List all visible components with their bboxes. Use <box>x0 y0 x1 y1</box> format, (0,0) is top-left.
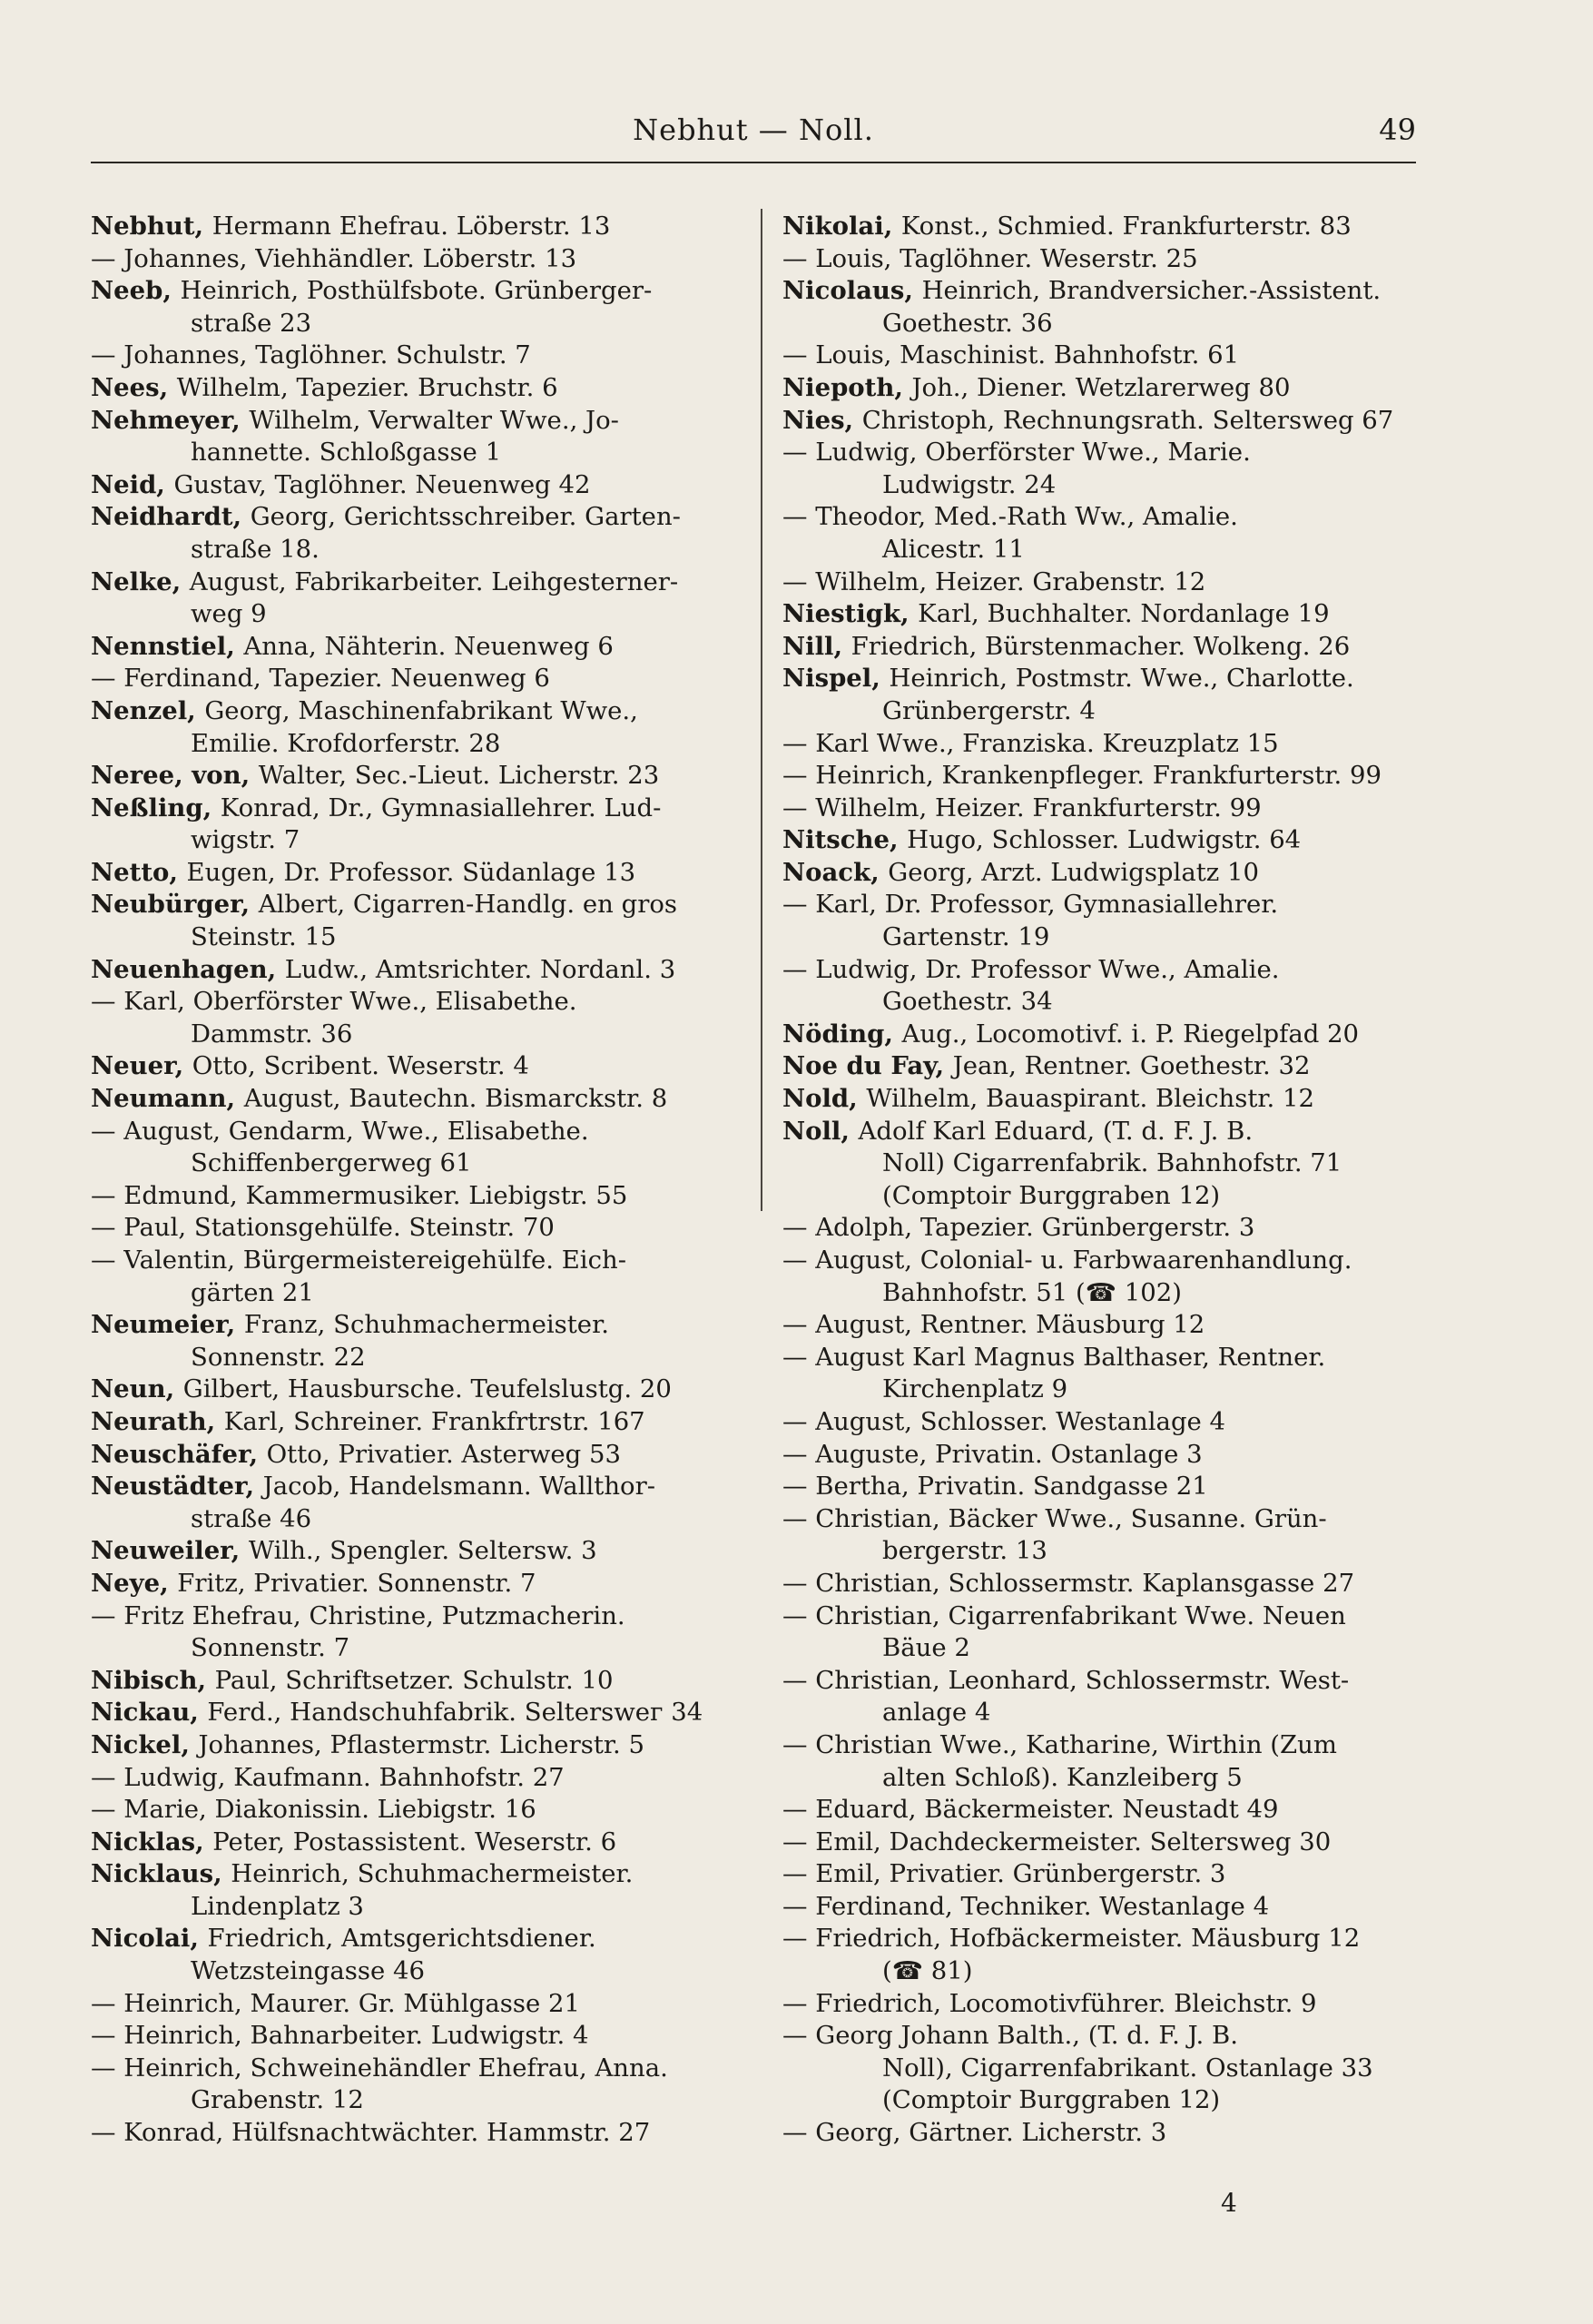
entry-line: — Adolph, Tapezier. Grünbergerstr. 3 <box>782 1213 1255 1243</box>
directory-entry <box>91 695 726 760</box>
directory-entry <box>91 1116 726 1180</box>
directory-entry <box>782 1988 1418 2021</box>
entry-line: Neuschäfer, Otto, Privatier. Asterweg 53 <box>91 1439 622 1469</box>
entry-line: — Christian, Bäcker Wwe., Susanne. Grün- <box>782 1503 1327 1533</box>
entry-line: Neid, Gustav, Taglöhner. Neuenweg 42 <box>91 469 591 499</box>
directory-entry <box>782 1827 1418 1859</box>
directory-entry <box>782 1406 1418 1439</box>
entry-line: — Emil, Privatier. Grünbergerstr. 3 <box>782 1859 1226 1889</box>
entry-line: Neun, Gilbert, Hausbursche. Teufelslustg. 20 <box>91 1374 672 1404</box>
directory-entry <box>91 566 726 631</box>
directory-entry <box>782 372 1418 405</box>
directory-entry <box>782 793 1418 825</box>
directory-entry <box>782 566 1418 599</box>
directory-entry <box>782 889 1418 953</box>
entry-continuation: straße 46 <box>191 1503 312 1533</box>
directory-entry <box>91 2053 726 2117</box>
entry-continuation: Ludwigstr. 24 <box>882 469 1057 499</box>
entry-surname: Noack, <box>782 857 889 887</box>
directory-entry <box>782 1083 1418 1116</box>
entry-continuation: Schiffenbergerweg 61 <box>191 1148 472 1178</box>
entry-surname: Nitsche, <box>782 825 908 855</box>
entry-line: Nispel, Heinrich, Postmstr. Wwe., Charlotte. <box>782 664 1354 694</box>
entry-continuation: Alicestr. 11 <box>882 534 1025 564</box>
entry-line: Neidhardt, Georg, Gerichtsschreiber. Garten- <box>91 502 681 532</box>
directory-entry <box>91 857 726 890</box>
directory-entry <box>91 1535 726 1568</box>
entry-line: — August, Rentner. Mäusburg 12 <box>782 1310 1205 1340</box>
entry-line: — Edmund, Kammermusiker. Liebigstr. 55 <box>91 1180 628 1210</box>
entry-line: Noll, Adolf Karl Eduard, (T. d. F. J. B. <box>782 1116 1254 1146</box>
entry-line: — Ferdinand, Tapezier. Neuenweg 6 <box>91 664 550 694</box>
entry-line: — Christian, Leonhard, Schlossermstr. West- <box>782 1665 1350 1695</box>
entry-surname: Nikolai, <box>782 212 901 241</box>
entry-continuation: Sonnenstr. 7 <box>191 1633 350 1663</box>
directory-entry <box>782 1503 1418 1568</box>
entry-line: Neuweiler, Wilh., Spengler. Seltersw. 3 <box>91 1536 597 1566</box>
entry-surname: Nibisch, <box>91 1665 215 1695</box>
entry-line: — Konrad, Hülfsnachtwächter. Hammstr. 27 <box>91 2118 651 2148</box>
directory-entry <box>91 793 726 857</box>
entry-line: — Friedrich, Locomotivführer. Bleichstr. 9 <box>782 1988 1317 2018</box>
entry-line: — Louis, Maschinist. Bahnhofstr. 61 <box>782 340 1240 370</box>
entry-line: Nöding, Aug., Locomotivf. i. P. Riegelpfad 20 <box>782 1019 1360 1049</box>
entry-surname: Neßling, <box>91 793 221 822</box>
entry-line: — August, Gendarm, Wwe., Elisabethe. <box>91 1116 589 1146</box>
entry-continuation: Dammstr. 36 <box>191 1019 353 1049</box>
entry-surname: Neuschäfer, <box>91 1439 267 1469</box>
entry-continuation: Goethestr. 34 <box>882 987 1053 1017</box>
entry-line: — August, Colonial- u. Farbwaarenhandlung. <box>782 1246 1352 1275</box>
entry-line: Nickau, Ferd., Handschuhfabrik. Selterswег 34 <box>91 1698 703 1728</box>
entry-line: Nikolai, Konst., Schmied. Frankfurterstr. 83 <box>782 212 1352 241</box>
entry-continuation: anlage 4 <box>882 1698 991 1728</box>
directory-entry <box>91 1374 726 1406</box>
directory-entry <box>782 1568 1418 1600</box>
entry-line: Nees, Wilhelm, Tapezier. Bruchstr. 6 <box>91 372 558 402</box>
entry-line: — Johannes, Taglöhner. Schulstr. 7 <box>91 340 531 370</box>
directory-entry <box>91 1212 726 1245</box>
directory-entry <box>782 598 1418 631</box>
entry-line: Nies, Christoph, Rechnungsrath. Seltersweg 67 <box>782 405 1394 435</box>
entry-line: — August Karl Magnus Balthaser, Rentner. <box>782 1342 1326 1372</box>
directory-entry <box>91 2020 726 2053</box>
entry-surname: Neumeier, <box>91 1310 244 1340</box>
entry-line: Nickel, Johannes, Pflastermstr. Licherstr. 5 <box>91 1729 644 1759</box>
page-header <box>91 107 1416 162</box>
directory-entry <box>91 1245 726 1309</box>
entry-surname: Nill, <box>782 631 851 661</box>
directory-entry <box>782 857 1418 890</box>
directory-entry <box>91 1309 726 1374</box>
entry-line: Neubürger, Albert, Cigarren-Handlg. en gros <box>91 890 678 920</box>
entry-line: — Ludwig, Dr. Professor Wwe., Amalie. <box>782 954 1280 984</box>
directory-entry <box>91 1794 726 1827</box>
entry-continuation: Noll), Cigarrenfabrikant. Ostanlage 33 <box>882 2053 1373 2083</box>
entry-surname: Neuenhagen, <box>91 954 285 984</box>
directory-entry <box>782 437 1418 501</box>
entry-line: Neye, Fritz, Privatier. Sonnenstr. 7 <box>91 1568 536 1598</box>
entry-line: — Heinrich, Schweinehändler Ehefrau, Anna. <box>91 2053 668 2083</box>
entry-surname: Neree, von, <box>91 761 259 791</box>
entry-surname: Nöding, <box>782 1019 902 1049</box>
entry-continuation: Noll) Cigarrenfabrik. Bahnhofstr. 71 <box>882 1148 1342 1178</box>
directory-entry <box>91 889 726 953</box>
entry-surname: Nispel, <box>782 664 890 694</box>
entry-line: — Georg Johann Balth., (T. d. F. J. B. <box>782 2021 1238 2051</box>
page-number: 49 <box>1379 113 1416 147</box>
directory-entry <box>782 1342 1418 1406</box>
directory-entry <box>782 631 1418 664</box>
entry-line: Neuer, Otto, Scribent. Weserstr. 4 <box>91 1051 529 1081</box>
entry-line: Neuenhagen, Ludw., Amtsrichter. Nordanl. 3 <box>91 954 676 984</box>
entry-line: — Ferdinand, Techniker. Westanlage 4 <box>782 1891 1270 1921</box>
entry-continuation: (☎ 81) <box>882 1956 973 1986</box>
entry-surname: Nicklaus, <box>91 1859 231 1889</box>
entry-line: Nelke, August, Fabrikarbeiter. Leihgesterner- <box>91 566 679 596</box>
directory-entry <box>91 405 726 469</box>
entry-surname: Nies, <box>782 405 862 435</box>
entry-line: Nicklaus, Heinrich, Schuhmachermeister. <box>91 1859 634 1889</box>
entry-line: — Wilhelm, Heizer. Grabenstr. 12 <box>782 566 1206 596</box>
entry-line: Nibisch, Paul, Schriftsetzer. Schulstr. 10 <box>91 1665 614 1695</box>
directory-entry <box>91 1923 726 1987</box>
entry-surname: Niepoth, <box>782 372 912 402</box>
entry-continuation: gärten 21 <box>191 1277 314 1307</box>
directory-entry <box>91 275 726 340</box>
entry-line: — Bertha, Privatin. Sandgasse 21 <box>782 1472 1208 1502</box>
entry-continuation: wigstr. 7 <box>191 825 300 855</box>
directory-entry <box>91 372 726 405</box>
directory-entry <box>91 1762 726 1795</box>
entry-line: Nitsche, Hugo, Schlosser. Ludwigstr. 64 <box>782 825 1302 855</box>
directory-entry <box>782 1471 1418 1503</box>
entry-line: Neumeier, Franz, Schuhmachermeister. <box>91 1310 609 1340</box>
entry-continuation: Sonnenstr. 22 <box>191 1342 366 1372</box>
entry-surname: Nickel, <box>91 1729 199 1759</box>
directory-entry <box>91 1471 726 1535</box>
entry-line: Nicolaus, Heinrich, Brandversicher.-Assistent. <box>782 276 1382 306</box>
directory-entry <box>782 1891 1418 1924</box>
entry-line: — Louis, Taglöhner. Weserstr. 25 <box>782 243 1198 273</box>
entry-line: — August, Schlosser. Westanlage 4 <box>782 1406 1226 1436</box>
entry-surname: Neuer, <box>91 1051 192 1081</box>
directory-entry <box>782 275 1418 340</box>
entry-line: Neßling, Konrad, Dr., Gymnasiallehrer. Lud- <box>91 793 662 822</box>
entry-continuation: straße 23 <box>191 308 312 338</box>
entry-surname: Nicolaus, <box>782 276 922 306</box>
entry-continuation: Grünbergerstr. 4 <box>882 695 1096 725</box>
directory-entry <box>91 1665 726 1698</box>
entry-surname: Neeb, <box>91 276 181 306</box>
entry-surname: Niestigk, <box>782 599 919 629</box>
directory-entry <box>782 1665 1418 1729</box>
directory-entry <box>782 1729 1418 1794</box>
directory-entry <box>91 1697 726 1729</box>
entry-continuation: straße 18. <box>191 534 320 564</box>
entry-surname: Nicolai, <box>91 1924 208 1954</box>
entry-line: Neumann, August, Bautechn. Bismarckstr. 8 <box>91 1084 668 1114</box>
entry-surname: Neun, <box>91 1374 183 1404</box>
entry-line: Nill, Friedrich, Bürstenmacher. Wolkeng. 26 <box>782 631 1351 661</box>
directory-entry <box>782 1212 1418 1245</box>
entry-line: Neustädter, Jacob, Handelsmann. Wallthor- <box>91 1472 656 1502</box>
entry-line: Nicklas, Peter, Postassistent. Weserstr. 6 <box>91 1827 617 1856</box>
entry-continuation: Kirchenplatz 9 <box>882 1374 1068 1404</box>
directory-entry <box>91 631 726 664</box>
entry-continuation: (Comptoir Burggraben 12) <box>882 2085 1221 2115</box>
directory-entry <box>91 1988 726 2021</box>
directory-entry <box>782 501 1418 566</box>
entry-line: Nenzel, Georg, Maschinenfabrikant Wwe., <box>91 695 638 725</box>
entry-line: Nennstiel, Anna, Nähterin. Neuenweg 6 <box>91 631 614 661</box>
entry-line: — Marie, Diakonissin. Liebigstr. 16 <box>91 1795 536 1825</box>
entry-continuation: alten Schloß). Kanzleiberg 5 <box>882 1762 1243 1792</box>
entry-line: Neurath, Karl, Schreiner. Frankfrtrstr. 167 <box>91 1406 645 1436</box>
entry-line: Noe du Fay, Jean, Rentner. Goethestr. 32 <box>782 1051 1311 1081</box>
entry-line: — Friedrich, Hofbäckermeister. Mäusburg 12 <box>782 1924 1361 1954</box>
entry-continuation: hannette. Schloßgasse 1 <box>191 438 502 468</box>
directory-entry <box>782 760 1418 793</box>
directory-entry <box>91 243 726 276</box>
entry-line: Niestigk, Karl, Buchhalter. Nordanlage 19 <box>782 599 1330 629</box>
directory-entry <box>91 469 726 502</box>
entry-surname: Noe du Fay, <box>782 1051 953 1081</box>
directory-entry <box>782 405 1418 438</box>
entry-line: — Theodor, Med.-Rath Ww., Amalie. <box>782 502 1238 532</box>
directory-entry <box>782 1923 1418 1987</box>
directory-entry <box>91 211 726 243</box>
entry-surname: Nicklas, <box>91 1827 213 1856</box>
directory-entry <box>91 2117 726 2150</box>
directory-entry <box>782 1309 1418 1342</box>
entry-continuation: Goethestr. 36 <box>882 308 1053 338</box>
entry-continuation: Emilie. Krofdorferstr. 28 <box>191 728 501 758</box>
directory-entry <box>91 1600 726 1665</box>
directory-entry <box>782 663 1418 727</box>
entry-line: Nicolai, Friedrich, Amtsgerichtsdiener. <box>91 1924 596 1954</box>
directory-entry <box>782 1050 1418 1083</box>
entry-line: — Heinrich, Krankenpfleger. Frankfurterstr. 99 <box>782 761 1382 791</box>
entry-surname: Neuweiler, <box>91 1536 249 1566</box>
directory-entry <box>782 1600 1418 1665</box>
entry-line: — Heinrich, Maurer. Gr. Mühlgasse 21 <box>91 1988 581 2018</box>
directory-entry <box>91 1729 726 1762</box>
directory-entry <box>91 1083 726 1116</box>
entry-line: — Heinrich, Bahnarbeiter. Ludwigstr. 4 <box>91 2021 589 2051</box>
entry-line: — Karl, Dr. Professor, Gymnasiallehrer. <box>782 890 1279 920</box>
entry-surname: Neustädter, <box>91 1472 263 1502</box>
entry-surname: Nickau, <box>91 1698 208 1728</box>
entry-line: — Johannes, Viehhändler. Löberstr. 13 <box>91 243 577 273</box>
header-rule <box>91 162 1416 163</box>
directory-entry <box>782 1794 1418 1827</box>
entry-surname: Neye, <box>91 1568 178 1598</box>
entry-line: — Eduard, Bäckermeister. Neustadt 49 <box>782 1795 1279 1825</box>
signature-mark: 4 <box>1221 2188 1237 2218</box>
entry-line: Niepoth, Joh., Diener. Wetzlarerweg 80 <box>782 372 1291 402</box>
entry-line: — Karl, Oberförster Wwe., Elisabethe. <box>91 987 577 1017</box>
directory-entry <box>91 760 726 793</box>
entry-surname: Nees, <box>91 372 177 402</box>
directory-entry <box>91 1858 726 1923</box>
entry-surname: Nold, <box>782 1084 867 1114</box>
entry-surname: Neid, <box>91 469 174 499</box>
entry-line: — Valentin, Bürgermeistereigehülfe. Eich- <box>91 1246 626 1275</box>
entry-line: Neeb, Heinrich, Posthülfsbote. Grünberger- <box>91 276 653 306</box>
directory-entry <box>91 986 726 1050</box>
entry-surname: Neumann, <box>91 1084 244 1114</box>
entry-line: Neree, von, Walter, Sec.-Lieut. Licherstr. 23 <box>91 761 660 791</box>
entry-line: Netto, Eugen, Dr. Professor. Südanlage 13 <box>91 857 636 887</box>
entry-line: Nebhut, Hermann Ehefrau. Löberstr. 13 <box>91 212 611 241</box>
directory-entry <box>782 2117 1418 2150</box>
entry-line: Noack, Georg, Arzt. Ludwigsplatz 10 <box>782 857 1260 887</box>
entry-surname: Nenzel, <box>91 695 205 725</box>
entry-continuation: Wetzsteingasse 46 <box>191 1956 426 1986</box>
directory-entry <box>91 1180 726 1213</box>
entry-surname: Nelke, <box>91 566 190 596</box>
entry-continuation: Bahnhofstr. 51 (☎ 102) <box>882 1277 1182 1307</box>
entry-surname: Nennstiel, <box>91 631 244 661</box>
entry-line: Nold, Wilhelm, Bauaspirant. Bleichstr. 12 <box>782 1084 1314 1114</box>
column-divider <box>761 209 762 1211</box>
directory-entry <box>91 954 726 987</box>
entry-surname: Noll, <box>782 1116 859 1146</box>
entry-line: — Christian, Schlossermstr. Kaplansgasse 27 <box>782 1568 1355 1598</box>
entry-line: — Ludwig, Oberförster Wwe., Marie. <box>782 438 1251 468</box>
entry-line: — Georg, Gärtner. Licherstr. 3 <box>782 2118 1167 2148</box>
directory-entry <box>91 340 726 372</box>
entry-line: — Christian, Cigarrenfabrikant Wwe. Neuen <box>782 1600 1346 1630</box>
directory-entry <box>91 1050 726 1083</box>
directory-entry <box>91 663 726 695</box>
entry-surname: Nebhut, <box>91 212 212 241</box>
entry-line: — Auguste, Privatin. Ostanlage 3 <box>782 1439 1203 1469</box>
entry-continuation: Bäue 2 <box>882 1633 970 1663</box>
directory-entry <box>91 1439 726 1472</box>
entry-surname: Neidhardt, <box>91 502 251 532</box>
directory-entry <box>782 1116 1418 1213</box>
entry-continuation: bergerstr. 13 <box>882 1536 1047 1566</box>
entry-continuation: (Comptoir Burggraben 12) <box>882 1180 1221 1210</box>
directory-entry <box>782 1858 1418 1891</box>
directory-entry <box>782 340 1418 372</box>
entry-continuation: Steinstr. 15 <box>191 922 337 952</box>
left-column <box>91 211 726 2150</box>
directory-entry <box>91 1568 726 1600</box>
entry-line: — Paul, Stationsgehülfe. Steinstr. 70 <box>91 1213 555 1243</box>
entry-line: — Fritz Ehefrau, Christine, Putzmacherin. <box>91 1600 625 1630</box>
directory-entry <box>782 2020 1418 2117</box>
directory-entry <box>782 954 1418 1019</box>
running-head: Nebhut — Noll. <box>633 113 874 147</box>
entry-line: — Christian Wwe., Katharine, Wirthin (Zum <box>782 1729 1337 1759</box>
entry-line: — Karl Wwe., Franziska. Kreuzplatz 15 <box>782 728 1279 758</box>
entry-continuation: weg 9 <box>191 599 267 629</box>
entry-line: Nehmeyer, Wilhelm, Verwalter Wwe., Jo- <box>91 405 619 435</box>
directory-entry <box>782 1439 1418 1472</box>
entry-continuation: Grabenstr. 12 <box>191 2085 364 2115</box>
entry-continuation: Gartenstr. 19 <box>882 922 1050 952</box>
entry-line: — Wilhelm, Heizer. Frankfurterstr. 99 <box>782 793 1262 822</box>
entry-surname: Netto, <box>91 857 187 887</box>
entry-surname: Neurath, <box>91 1406 224 1436</box>
entry-continuation: Lindenplatz 3 <box>191 1891 364 1921</box>
directory-entry <box>782 1245 1418 1309</box>
directory-entry <box>91 1827 726 1859</box>
entry-surname: Neubürger, <box>91 890 259 920</box>
directory-entry <box>782 728 1418 761</box>
right-column <box>782 211 1418 2150</box>
directory-entry <box>782 824 1418 857</box>
directory-entry <box>91 501 726 566</box>
directory-entry <box>782 243 1418 276</box>
entry-line: — Ludwig, Kaufmann. Bahnhofstr. 27 <box>91 1762 565 1792</box>
entry-surname: Nehmeyer, <box>91 405 250 435</box>
directory-entry <box>782 1019 1418 1051</box>
entry-line: — Emil, Dachdeckermeister. Seltersweg 30 <box>782 1827 1332 1856</box>
directory-entry <box>91 1406 726 1439</box>
directory-entry <box>782 211 1418 243</box>
